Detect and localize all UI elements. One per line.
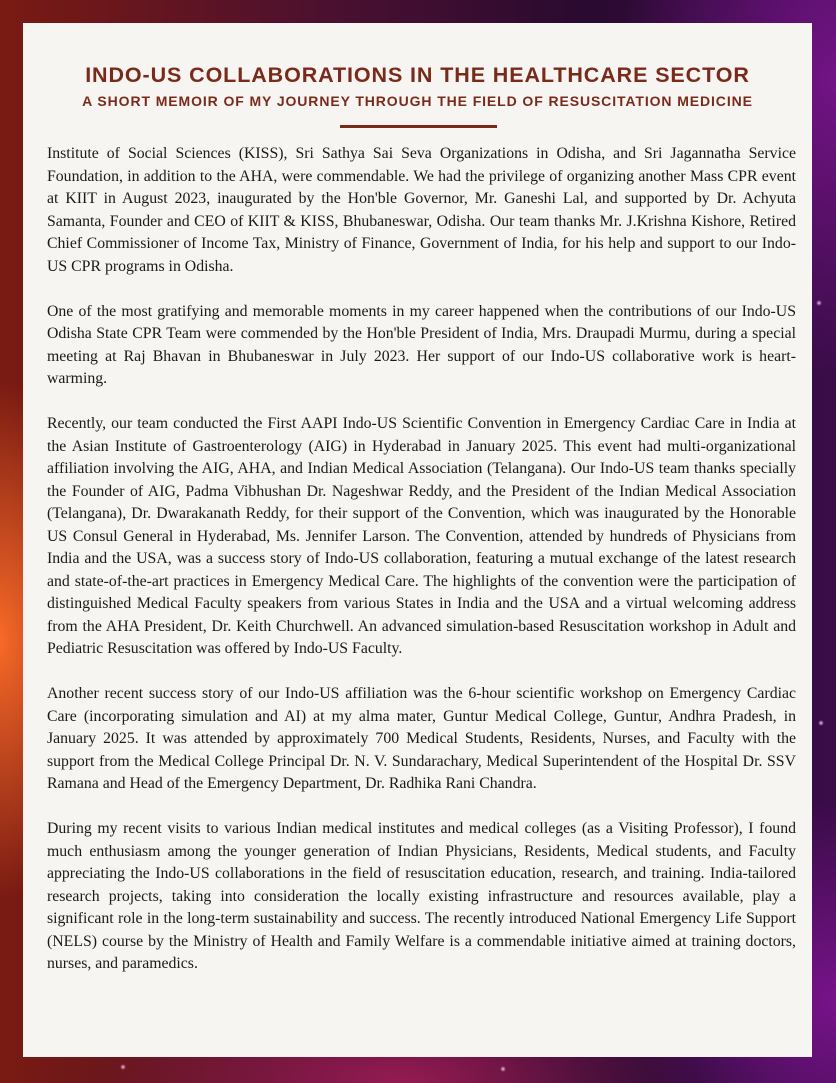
paragraph: Another recent success story of our Indo-US affiliation was the 6-hour scientific workshop on Emergency Cardiac Care (incorporating simulation and AI) at my alma mater, Guntur Medical College, Guntur, Andhra Pradesh, in January 2025. It was attended by approximately 700 Medical Students, Residents, Nurses, and Faculty with the support from the Medical College Principal Dr. N. V. Sundarachary, Medical Superintendent of the Hospital Dr. SSV Ramana and Head of the Emergency Department, Dr. Radhika Rani Chandra. bbox=[47, 685, 796, 792]
background-sparkle bbox=[818, 720, 824, 726]
article-body bbox=[47, 143, 796, 998]
page-subtitle: A SHORT MEMOIR OF MY JOURNEY THROUGH THE FIELD OF RESUSCITATION MEDICINE bbox=[82, 93, 753, 109]
page-title: INDO-US COLLABORATIONS IN THE HEALTHCARE SECTOR bbox=[85, 63, 750, 87]
paragraph: During my recent visits to various Indian medical institutes and medical colleges (as a Visiting Professor), I found much enthusiasm among the younger generation of Indian Physicians, Residents, Medical students, and Faculty appreciating the Indo-US collaborations in the field of resuscitation education, research, and training. India-tailored research projects, taking into consideration the locally existing infrastructure and resources available, play a significant role in the long-term sustainability and success. The recently introduced National Emergency Life Support (NELS) course by the Ministry of Health and Family Welfare is a commendable initiative aimed at training doctors, nurses, and paramedics. bbox=[47, 820, 796, 972]
document-page bbox=[23, 23, 812, 1057]
background-sparkle bbox=[816, 300, 822, 306]
background-sparkle bbox=[120, 1064, 126, 1070]
title-divider bbox=[340, 125, 497, 128]
paragraph: Institute of Social Sciences (KISS), Sri Sathya Sai Seva Organizations in Odisha, and Sri Jagannatha Service Foundation, in addition to the AHA, were commendable. We had the privilege of organizing another Mass CPR event at KIIT in August 2023, inaugurated by the Hon'ble Governor, Mr. Ganeshi Lal, and supported by Dr. Achyuta Samanta, Founder and CEO of KIIT & KISS, Bhubaneswar, Odisha. Our team thanks Mr. J.Krishna Kishore, Retired Chief Commissioner of Income Tax, Ministry of Finance, Government of India, for his help and support to our Indo-US CPR programs in Odisha. bbox=[47, 145, 796, 275]
background-sparkle bbox=[500, 1066, 506, 1072]
paragraph: Recently, our team conducted the First AAPI Indo-US Scientific Convention in Emergency Cardiac Care in India at the Asian Institute of Gastroenterology (AIG) in Hyderabad in January 2025. This event had multi-organizational affiliation involving the AIG, AHA, and Indian Medical Association (Telangana). Our Indo-US team thanks specially the Founder of AIG, Padma Vibhushan Dr. Nageshwar Reddy, and the President of the Indian Medical Association (Telangana), Dr. Dwarakanath Reddy, for their support of the Convention, which was inaugurated by the Honorable US Consul General in Hyderabad, Ms. Jennifer Larson. The Convention, attended by hundreds of Physicians from India and the USA, was a success story of Indo-US collaboration, featuring a mutual exchange of the latest research and state-of-the-art practices in Emergency Medical Care. The highlights of the convention were the participation of distinguished Medical Faculty speakers from various States in India and the USA and a virtual welcoming address from the AHA President, Dr. Keith Churchwell. An advanced simulation-based Resuscitation workshop in Adult and Pediatric Resuscitation was offered by Indo-US Faculty. bbox=[47, 415, 796, 657]
paragraph: One of the most gratifying and memorable moments in my career happened when the contributions of our Indo-US Odisha State CPR Team were commended by the Hon'ble President of India, Mrs. Draupadi Murmu, during a special meeting at Raj Bhavan in Bhubaneswar in July 2023. Her support of our Indo-US collaborative work is heart-warming. bbox=[47, 302, 796, 387]
